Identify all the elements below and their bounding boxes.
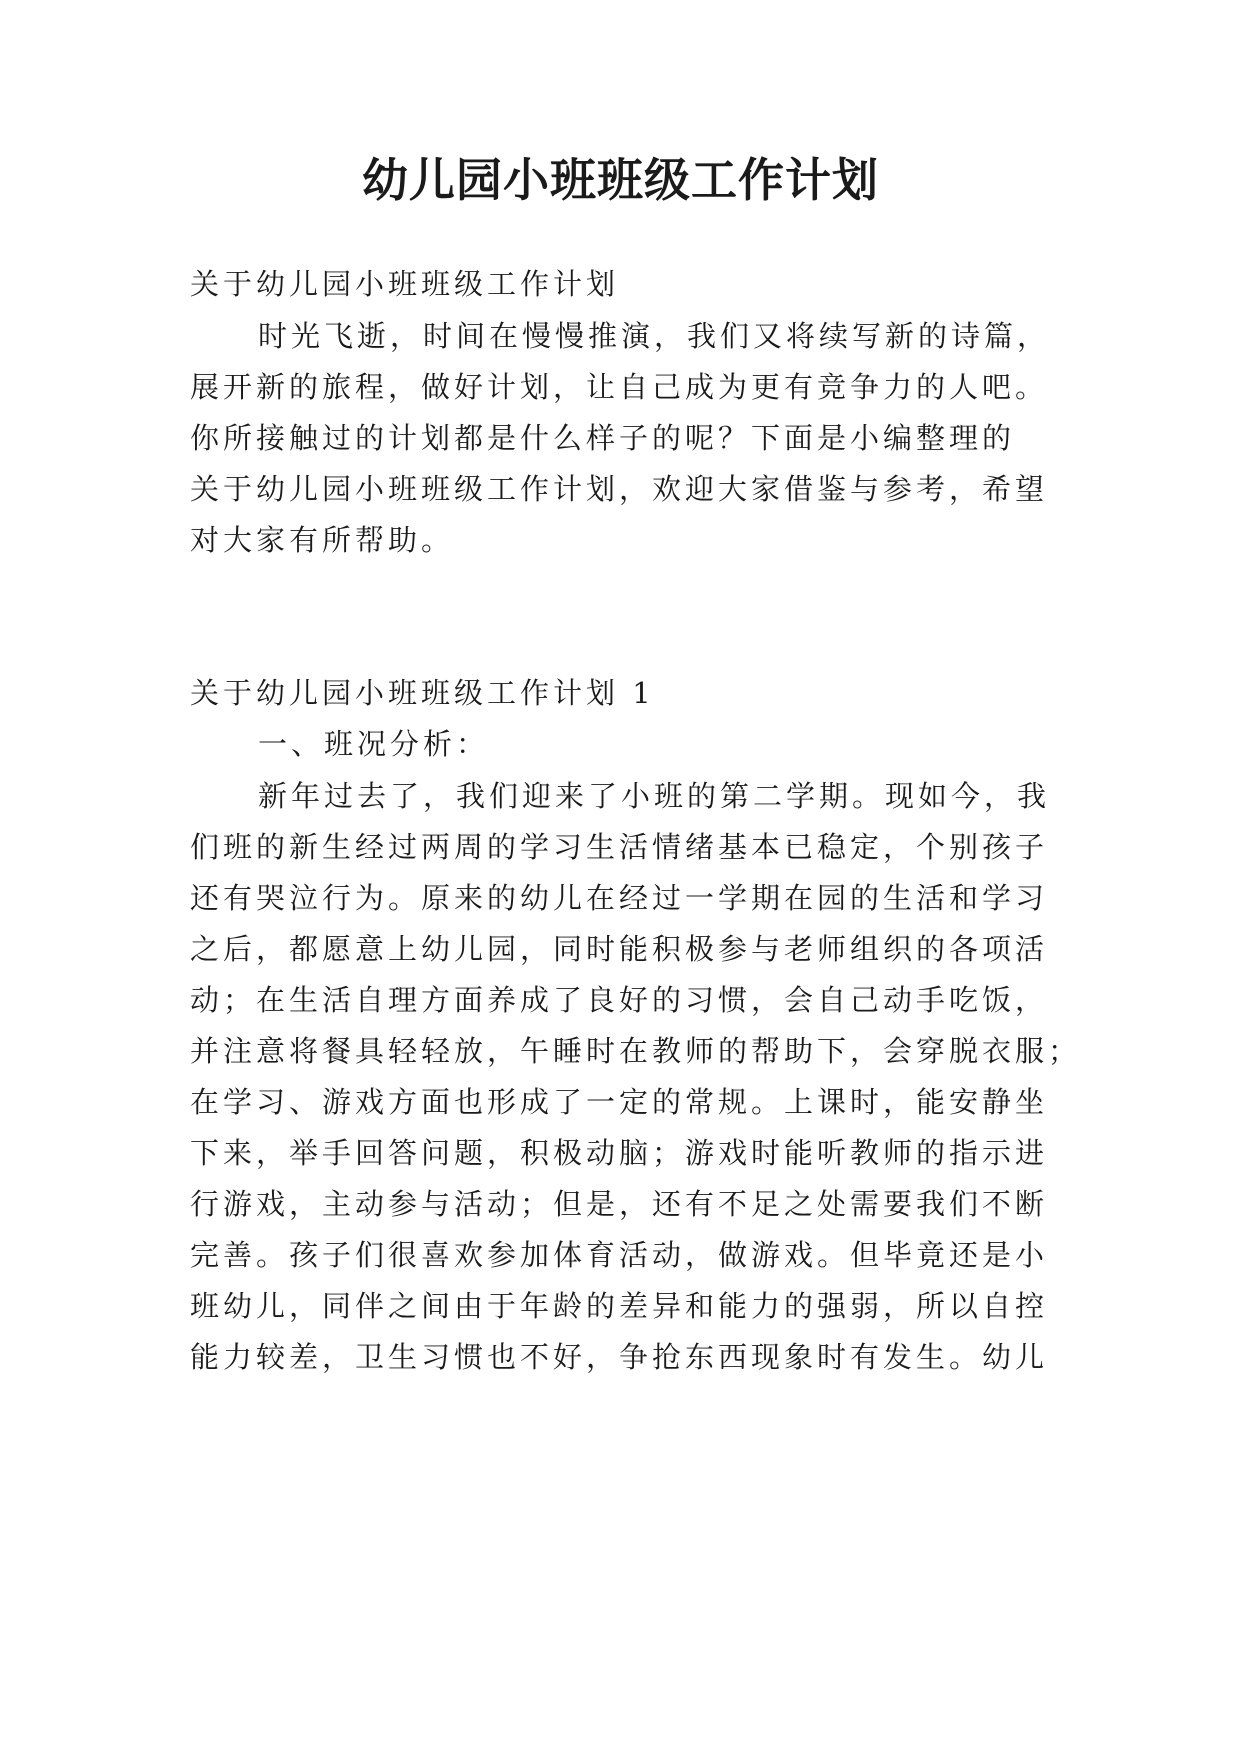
intro-line: 时光飞逝，时间在慢慢推演，我们又将续写新的诗篇， — [258, 319, 1051, 353]
body-line: 们班的新生经过两周的学习生活情绪基本已稳定，个别孩子 — [190, 830, 1049, 864]
body-line: 之后，都愿意上幼儿园，同时能积极参与老师组织的各项活 — [190, 932, 1049, 966]
body-line: 班幼儿，同伴之间由于年龄的差异和能力的强弱，所以自控 — [190, 1289, 1049, 1323]
body-line: 新年过去了，我们迎来了小班的第二学期。现如今，我 — [258, 779, 1051, 813]
intro-line: 关于幼儿园小班班级工作计划，欢迎大家借鉴与参考，希望 — [190, 472, 1049, 506]
body-line: 动；在生活自理方面养成了良好的习惯，会自己动手吃饭， — [190, 983, 1049, 1017]
intro-line: 展开新的旅程，做好计划，让自己成为更有竞争力的人吧。 — [190, 370, 1049, 404]
body-line: 完善。孩子们很喜欢参加体育活动，做游戏。但毕竟还是小 — [190, 1238, 1049, 1272]
body-line: 能力较差，卫生习惯也不好，争抢东西现象时有发生。幼儿 — [190, 1340, 1049, 1374]
body-line: 还有哭泣行为。原来的幼儿在经过一学期在园的生活和学习 — [190, 881, 1049, 915]
intro-line: 你所接触过的计划都是什么样子的呢？下面是小编整理的 — [190, 421, 1016, 455]
section-subheading: 一、班况分析： — [258, 727, 490, 761]
document-title: 幼儿园小班班级工作计划 — [362, 153, 879, 207]
intro-line: 对大家有所帮助。 — [190, 523, 455, 557]
section-heading: 关于幼儿园小班班级工作计划 1 — [190, 676, 655, 710]
body-line: 在学习、游戏方面也形成了一定的常规。上课时，能安静坐 — [190, 1085, 1049, 1119]
body-line: 并注意将餐具轻轻放，午睡时在教师的帮助下，会穿脱衣服； — [190, 1034, 1082, 1068]
intro-heading: 关于幼儿园小班班级工作计划 — [190, 267, 620, 301]
body-line: 下来，举手回答问题，积极动脑；游戏时能听教师的指示进 — [190, 1136, 1049, 1170]
body-line: 行游戏，主动参与活动；但是，还有不足之处需要我们不断 — [190, 1187, 1049, 1221]
